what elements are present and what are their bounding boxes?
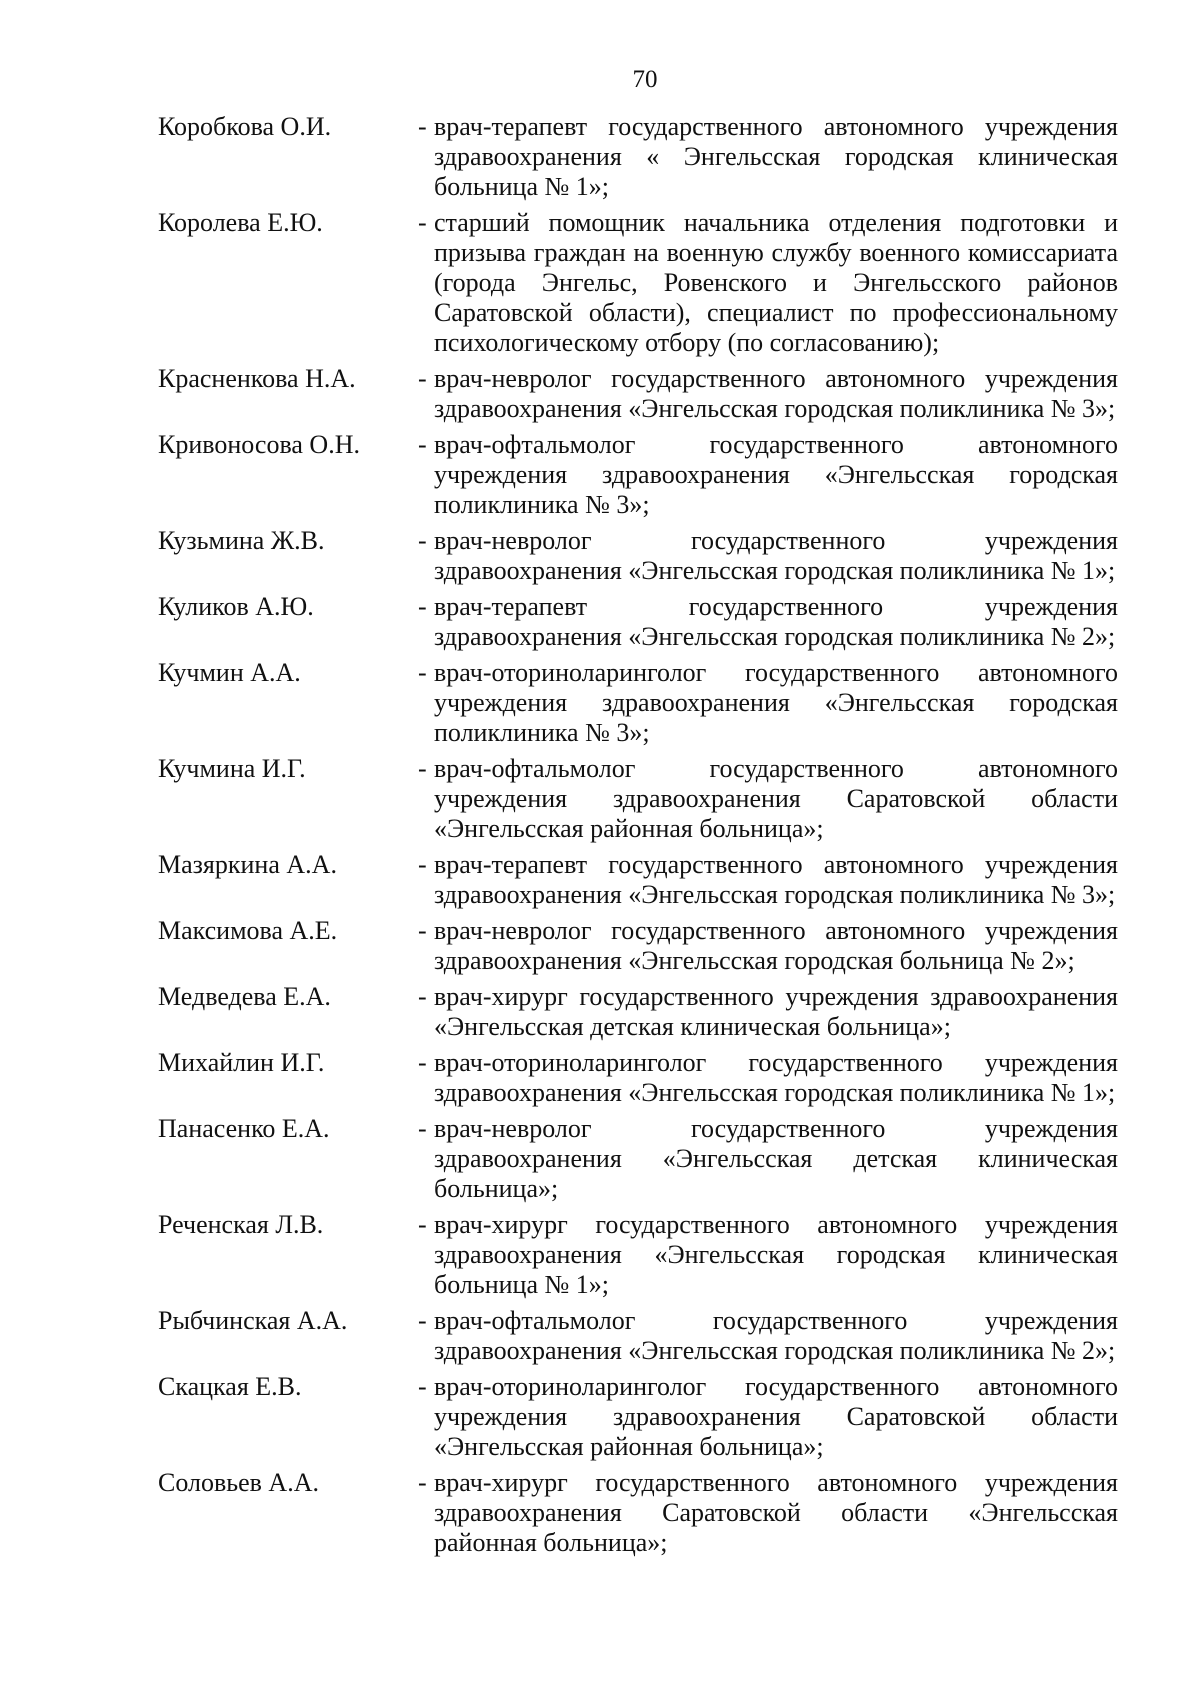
entry-description: врач-оториноларинголог государственного автономного учреждения здравоохранения Саратовской области «Энгельсская районная больница»; [434,1372,1118,1461]
list-item [158,658,1118,748]
entry-dash: - [418,364,427,393]
list-item [158,916,1118,976]
list-item [158,1468,1118,1558]
entry-name: Королева Е.Ю. [158,208,323,237]
entry-name: Панасенко Е.А. [158,1114,330,1143]
list-item [158,1372,1118,1462]
list-item [158,364,1118,424]
entry-description: врач-невролог государственного учреждения здравоохранения «Энгельсская детская клиническая больница»; [434,1114,1118,1203]
page-number: 70 [632,66,658,93]
entry-name: Кривоносова О.Н. [158,430,360,459]
entry-dash: - [418,1114,427,1143]
entry-name: Кучмин А.А. [158,658,301,687]
entry-dash: - [418,916,427,945]
entry-dash: - [418,592,427,621]
entry-description: старший помощник начальника отделения подготовки и призыва граждан на военную службу военного комиссариата (города Энгельс, Ровенского и Энгельсского районов Саратовской области), специалист по профессиональному психологическому отбору (по согласованию); [434,208,1118,357]
entry-name: Максимова А.Е. [158,916,338,945]
entry-dash: - [418,850,427,879]
list-item [158,1210,1118,1300]
list-item [158,1306,1118,1366]
list-item [158,850,1118,910]
entry-name: Медведева Е.А. [158,982,331,1011]
entry-dash: - [418,1048,427,1077]
entry-description: врач-хирург государственного учреждения здравоохранения «Энгельсская детская клиническая больница»; [434,982,1118,1041]
entry-description: врач-оториноларинголог государственного учреждения здравоохранения «Энгельсская городская поликлиника № 1»; [434,1048,1118,1107]
list-item [158,982,1118,1042]
list-item [158,208,1118,358]
entry-dash: - [418,526,427,555]
list-item [158,1048,1118,1108]
entry-description: врач-хирург государственного автономного учреждения здравоохранения «Энгельсская городская клиническая больница № 1»; [434,1210,1118,1299]
entry-dash: - [418,982,427,1011]
entry-dash: - [418,1210,427,1239]
list-item [158,592,1118,652]
entry-description: врач-офтальмолог государственного учреждения здравоохранения «Энгельсская городская поликлиника № 2»; [434,1306,1118,1365]
entry-description: врач-терапевт государственного автономного учреждения здравоохранения «Энгельсская городская поликлиника № 3»; [434,850,1118,909]
entry-dash: - [418,1306,427,1335]
entry-description: врач-терапевт государственного учреждения здравоохранения «Энгельсская городская поликлиника № 2»; [434,592,1118,651]
entry-name: Рыбчинская А.А. [158,1306,348,1335]
entry-description: врач-терапевт государственного автономного учреждения здравоохранения « Энгельсская городская клиническая больница № 1»; [434,112,1118,201]
entry-name: Скацкая Е.В. [158,1372,302,1401]
entry-name: Кузьмина Ж.В. [158,526,325,555]
entry-dash: - [418,430,427,459]
entry-name: Михайлин И.Г. [158,1048,325,1077]
entry-name: Соловьев А.А. [158,1468,319,1497]
entry-dash: - [418,112,427,141]
entry-name: Красненкова Н.А. [158,364,356,393]
entry-description: врач-невролог государственного автономного учреждения здравоохранения «Энгельсская городская больница № 2»; [434,916,1118,975]
entry-name: Коробкова О.И. [158,112,332,141]
entry-dash: - [418,658,427,687]
entry-description: врач-невролог государственного автономного учреждения здравоохранения «Энгельсская городская поликлиника № 3»; [434,364,1118,423]
entry-description: врач-хирург государственного автономного учреждения здравоохранения Саратовской области «Энгельсская районная больница»; [434,1468,1118,1557]
list-item [158,1114,1118,1204]
entry-dash: - [418,1468,427,1497]
entry-description: врач-офтальмолог государственного автономного учреждения здравоохранения Саратовской области «Энгельсская районная больница»; [434,754,1118,843]
list-item [158,526,1118,586]
list-item [158,754,1118,844]
entry-dash: - [418,208,427,237]
list-item [158,112,1118,202]
list-item [158,430,1118,520]
entry-name: Куликов А.Ю. [158,592,314,621]
entry-name: Мазяркина А.А. [158,850,337,879]
entry-name: Кучмина И.Г. [158,754,306,783]
entry-description: врач-невролог государственного учреждения здравоохранения «Энгельсская городская поликлиника № 1»; [434,526,1118,585]
entry-description: врач-оториноларинголог государственного автономного учреждения здравоохранения «Энгельсская городская поликлиника № 3»; [434,658,1118,747]
entry-dash: - [418,1372,427,1401]
entry-dash: - [418,754,427,783]
entry-description: врач-офтальмолог государственного автономного учреждения здравоохранения «Энгельсская городская поликлиника № 3»; [434,430,1118,519]
member-list [158,112,1118,1564]
entry-name: Реченская Л.В. [158,1210,324,1239]
